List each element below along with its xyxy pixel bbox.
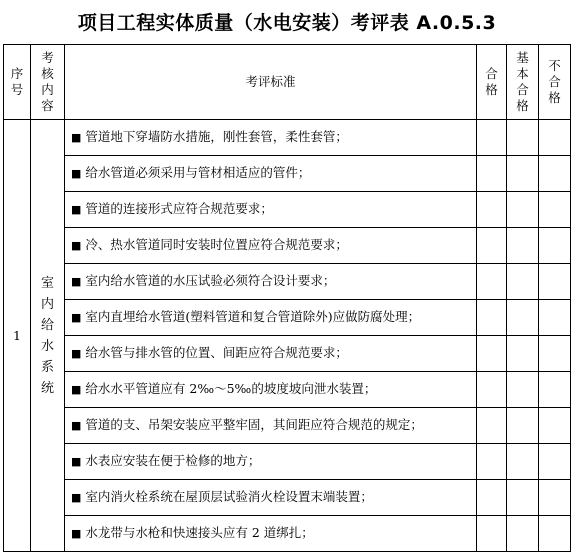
pass-cell[interactable] [477,372,507,408]
fail-cell[interactable] [539,516,571,552]
bullet-icon: ■ [71,527,82,540]
table-row [4,480,571,516]
criterion-cell [65,264,477,300]
bullet-icon: ■ [71,167,82,180]
category-label: 室 内 给 水 系 统 [40,275,54,396]
pass-cell[interactable] [477,336,507,372]
criterion-text: 冷、热水管道同时安装时位置应符合规范要求； [85,237,348,252]
criterion-text: 管道地下穿墙防水措施，刚性套管，柔性套管； [85,129,348,144]
pass-cell[interactable] [477,120,507,156]
pass-cell[interactable] [477,192,507,228]
table-row [4,228,571,264]
basic-cell[interactable] [507,192,539,228]
fail-cell[interactable] [539,408,571,444]
bullet-icon: ■ [71,383,82,396]
pass-cell[interactable] [477,444,507,480]
criterion-text: 水龙带与水枪和快速接头应有 2 道绑扎； [85,525,314,540]
criterion-text: 管道的支、吊架安装应平整牢固，其间距应符合规范的规定； [85,417,423,432]
fail-cell[interactable] [539,444,571,480]
table-row [4,156,571,192]
bullet-icon: ■ [71,275,82,288]
basic-cell[interactable] [507,156,539,192]
basic-cell[interactable] [507,372,539,408]
pass-cell[interactable] [477,300,507,336]
basic-cell[interactable] [507,444,539,480]
pass-cell[interactable] [477,228,507,264]
pass-cell[interactable] [477,264,507,300]
fail-cell[interactable] [539,156,571,192]
criterion-cell [65,372,477,408]
header-basic [507,45,539,120]
basic-cell[interactable] [507,120,539,156]
criterion-cell [65,228,477,264]
table-row [4,336,571,372]
pass-cell[interactable] [477,408,507,444]
fail-cell[interactable] [539,480,571,516]
criterion-text: 给水管道必须采用与管材相适应的管件； [85,165,311,180]
header-fail [539,45,571,120]
category-cell [31,120,65,552]
header-standard: 考评标准 [65,45,477,120]
pass-cell[interactable] [477,156,507,192]
bullet-icon: ■ [71,239,82,252]
criterion-cell [65,192,477,228]
table-row [4,300,571,336]
header-row [4,45,571,120]
criterion-cell [65,444,477,480]
header-item-text: 考 核 内 容 [41,50,54,113]
table-row [4,372,571,408]
header-seq-text: 序 号 [10,66,24,97]
criterion-text: 给水管与排水管的位置、间距应符合规范要求； [85,345,348,360]
basic-cell[interactable] [507,336,539,372]
fail-cell[interactable] [539,300,571,336]
fail-cell[interactable] [539,336,571,372]
seq-number: 1 [4,120,31,552]
criterion-text: 室内消火栓系统在屋顶层试验消火栓设置末端装置； [85,489,373,504]
header-fail-text: 不 合 格 [548,58,561,105]
pass-cell[interactable] [477,516,507,552]
criterion-text: 室内直埋给水管道(塑料管道和复合管道除外)应做防腐处理； [85,309,421,324]
table-row [4,192,571,228]
bullet-icon: ■ [71,419,82,432]
bullet-icon: ■ [71,203,82,216]
header-seq [4,45,31,120]
page-title: 项目工程实体质量（水电安装）考评表 A.0.5.3 [77,12,497,34]
criterion-cell [65,516,477,552]
fail-cell[interactable] [539,228,571,264]
pass-cell[interactable] [477,480,507,516]
table-row [4,444,571,480]
criterion-text: 室内给水管道的水压试验必须符合设计要求； [85,273,336,288]
criterion-cell [65,408,477,444]
criterion-cell [65,300,477,336]
bullet-icon: ■ [71,311,82,324]
fail-cell[interactable] [539,120,571,156]
table-row [4,408,571,444]
fail-cell[interactable] [539,264,571,300]
table-row [4,120,571,156]
criterion-text: 给水水平管道应有 2‰～5‰的坡度坡向泄水装置； [85,381,377,396]
bullet-icon: ■ [71,455,82,468]
basic-cell[interactable] [507,516,539,552]
basic-cell[interactable] [507,228,539,264]
criterion-cell [65,336,477,372]
table-row [4,516,571,552]
bullet-icon: ■ [71,347,82,360]
criterion-cell [65,120,477,156]
criterion-text: 管道的连接形式应符合规范要求； [85,201,273,216]
criterion-text: 水表应安装在便于检修的地方； [85,453,261,468]
evaluation-table [3,44,571,552]
criterion-cell [65,480,477,516]
header-pass-text: 合 格 [485,66,498,97]
fail-cell[interactable] [539,372,571,408]
basic-cell[interactable] [507,300,539,336]
bullet-icon: ■ [71,131,82,144]
fail-cell[interactable] [539,192,571,228]
table-row [4,264,571,300]
header-item [31,45,65,120]
basic-cell[interactable] [507,408,539,444]
basic-cell[interactable] [507,480,539,516]
header-basic-text: 基 本 合 格 [516,50,529,113]
basic-cell[interactable] [507,264,539,300]
criterion-cell [65,156,477,192]
header-pass [477,45,507,120]
bullet-icon: ■ [71,491,82,504]
